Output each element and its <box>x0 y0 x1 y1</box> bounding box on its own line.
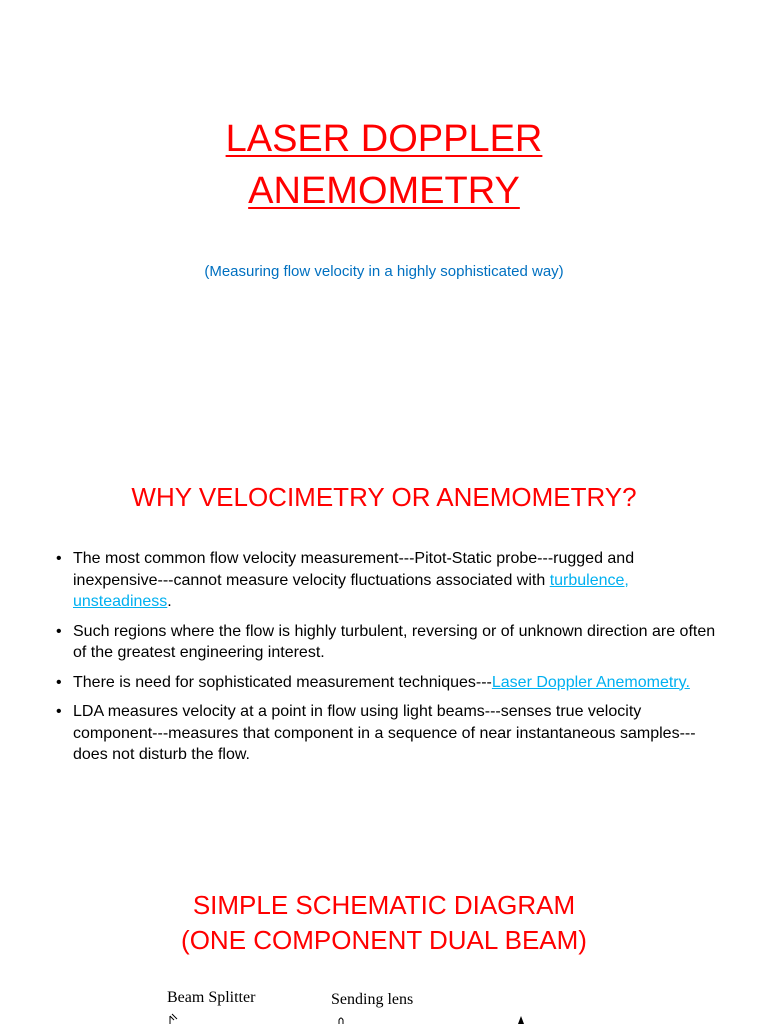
bullet-item-4 <box>56 701 716 766</box>
bullet-text: LDA measures velocity at a point in flow using light beams---senses true velocity component---measures that component in a sequence of near instantaneous samples---does not disturb the flow. <box>73 703 696 763</box>
bullet-text: There is need for sophisticated measurement techniques--- <box>73 673 492 691</box>
slide-title-lda <box>0 113 768 217</box>
section-title-why: WHY VELOCIMETRY OR ANEMOMETRY? <box>131 482 637 512</box>
title-line-2: ANEMOMETRY <box>248 170 520 212</box>
label-sending-lens: Sending lens <box>331 991 414 1008</box>
bullet-text: Such regions where the flow is highly turbulent, reversing or of unknown direction are often of the greatest engineering interest. <box>73 622 716 661</box>
bullet-dot: • <box>56 550 62 567</box>
schematic-title-line-2: (ONE COMPONENT DUAL BEAM) <box>181 925 587 955</box>
beam-splitter-arrow-icon <box>170 1014 177 1024</box>
probe-volume-marker-icon <box>518 1016 524 1024</box>
bullet-item-2 <box>56 621 716 664</box>
bullet-text: The most common flow velocity measurement---Pitot-Static probe---rugged and inexpensive---cannot measure velocity fluctuations associated with <box>73 550 635 589</box>
bullet-item-1 <box>56 548 716 613</box>
schematic-title-line-1: SIMPLE SCHEMATIC DIAGRAM <box>192 890 576 920</box>
section-title-schematic <box>0 888 768 958</box>
bullet-dot: • <box>56 703 62 720</box>
sending-lens-arrow-icon <box>339 1018 343 1024</box>
bullet-dot: • <box>56 622 62 640</box>
lda-link[interactable]: Laser Doppler Anemometry. <box>491 673 690 691</box>
bullet-item-3 <box>56 672 716 694</box>
schematic-diagram <box>0 1008 768 1024</box>
bullet-list <box>56 548 716 774</box>
label-beam-splitter: Beam Splitter <box>167 989 256 1006</box>
bullet-text-end: . <box>167 593 172 610</box>
bullet-dot: • <box>56 673 62 691</box>
title-line-1: LASER DOPPLER <box>225 118 543 160</box>
turbulence-link[interactable]: turbulence, unsteadiness <box>73 571 629 610</box>
slide-subtitle: (Measuring flow velocity in a highly sophisticated way) <box>204 263 564 280</box>
